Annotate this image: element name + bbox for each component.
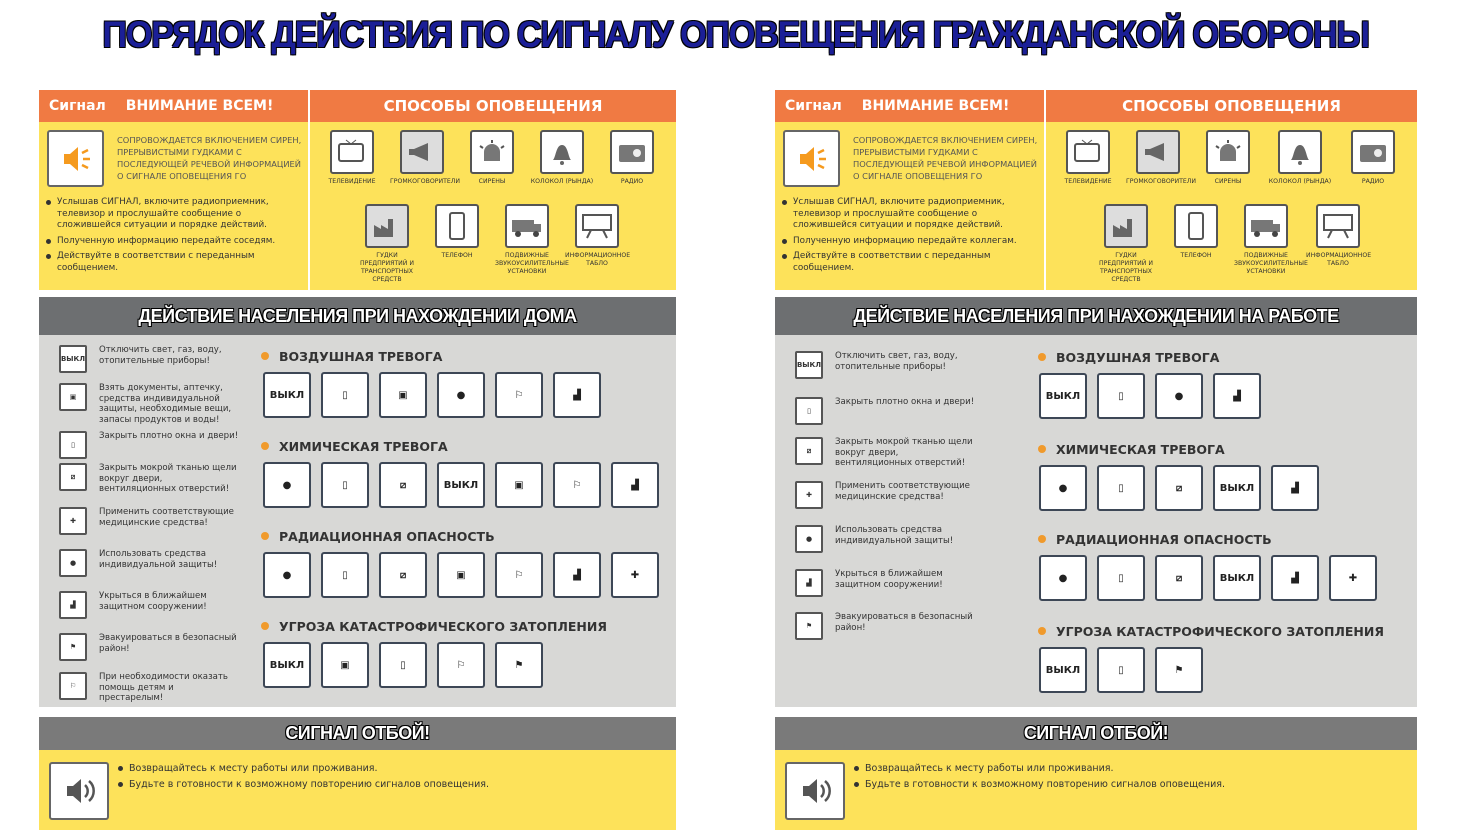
switch-off-icon: ВЫКЛ [1039, 373, 1087, 419]
signal-instructions: Услышав СИГНАЛ, включите радиоприемник, телевизор и прослушайте сообщение о сложившейся ситуации и порядке действий. Полученную информацию передайте соседям. Действуйте в соответствии с переданным сообщением. [45, 197, 305, 279]
list-item: ⚐ При необходимости оказать помощь детям и престарелым! [59, 672, 239, 704]
speaker-icon [785, 762, 845, 820]
signal-name: ВНИМАНИЕ ВСЕМ! [125, 98, 274, 114]
list-item: ✚ Применить соответствующие медицинские средства! [795, 481, 975, 513]
section-radiation: РАДИАЦИОННАЯ ОПАСНОСТЬ [1038, 532, 1272, 547]
help-elderly-icon: ⚐ [495, 552, 543, 598]
documents-kit-icon: ▣ [59, 383, 87, 411]
help-elderly-icon: ⚐ [553, 462, 601, 508]
alert-methods-title: СПОСОБЫ ОПОВЕЩЕНИЯ [1046, 90, 1417, 122]
bell-icon [540, 130, 584, 174]
close-door-icon: ▯ [795, 397, 823, 425]
method-info-board: ИНФОРМАЦИОННОЕ ТАБЛО [1306, 204, 1370, 268]
documents-kit-icon: ▣ [321, 642, 369, 688]
method-info-board: ИНФОРМАЦИОННОЕ ТАБЛО [565, 204, 629, 268]
method-siren: СИРЕНЫ [1196, 130, 1260, 186]
seal-gaps-icon: ⧄ [795, 437, 823, 465]
work-actions-box [775, 297, 1417, 707]
home-panel [39, 90, 676, 830]
method-tv: ТЕЛЕВИДЕНИЕ [1056, 130, 1120, 186]
section-flood: УГРОЗА КАТАСТРОФИЧЕСКОГО ЗАТОПЛЕНИЯ [261, 619, 607, 634]
help-elderly-icon: ⚐ [495, 372, 543, 418]
switch-off-icon: ВЫКЛ [1039, 647, 1087, 693]
info-board-icon [1316, 204, 1360, 248]
method-loudspeaker: ГРОМКОГОВОРИТЕЛИ [390, 130, 454, 186]
signal-box [775, 90, 1044, 290]
signal-box [39, 90, 308, 290]
medicine-icon: ✚ [1329, 555, 1377, 601]
shelter-icon: ▟ [553, 552, 601, 598]
list-item: ▯ Закрыть плотно окна и двери! [795, 397, 975, 429]
siren-icon [1206, 130, 1250, 174]
home-actions-title: ДЕЙСТВИЕ НАСЕЛЕНИЯ ПРИ НАХОЖДЕНИИ ДОМА [39, 297, 676, 335]
seal-gaps-icon: ⧄ [1155, 555, 1203, 601]
switch-off-icon: ВЫКЛ [795, 351, 823, 379]
method-mobile-units: ПОДВИЖНЫЕ ЗВУКОУСИЛИТЕЛЬНЫЕ УСТАНОВКИ [1234, 204, 1298, 276]
section-radiation: РАДИАЦИОННАЯ ОПАСНОСТЬ [261, 529, 495, 544]
evacuate-icon: ⚑ [495, 642, 543, 688]
gas-mask-icon: ● [59, 549, 87, 577]
method-phone: ТЕЛЕФОН [1164, 204, 1228, 260]
signal-name: ВНИМАНИЕ ВСЕМ! [861, 98, 1010, 114]
switch-off-icon: ВЫКЛ [437, 462, 485, 508]
seal-gaps-icon: ⧄ [379, 462, 427, 508]
gas-mask-icon: ● [263, 462, 311, 508]
switch-off-icon: ВЫКЛ [263, 642, 311, 688]
medicine-icon: ✚ [611, 552, 659, 598]
list-item: ● Использовать средства индивидуальной защиты! [795, 525, 975, 557]
bell-icon [1278, 130, 1322, 174]
evacuate-icon: ⚑ [59, 633, 87, 661]
close-door-icon: ▯ [321, 462, 369, 508]
siren-speaker-icon [47, 130, 104, 187]
method-tv: ТЕЛЕВИДЕНИЕ [320, 130, 384, 186]
close-door-icon: ▯ [1097, 373, 1145, 419]
list-item: ⚑ Эвакуироваться в безопасный район! [59, 633, 239, 665]
shelter-icon: ▟ [1271, 465, 1319, 511]
method-loudspeaker: ГРОМКОГОВОРИТЕЛИ [1126, 130, 1190, 186]
loudspeaker-icon [400, 130, 444, 174]
method-radio: РАДИО [1341, 130, 1405, 186]
shelter-icon: ▟ [1271, 555, 1319, 601]
phone-icon [435, 204, 479, 248]
method-factory-horns: ГУДКИ ПРЕДПРИЯТИЙ И ТРАНСПОРТНЫХ СРЕДСТВ [1094, 204, 1158, 284]
close-door-icon: ▯ [1097, 555, 1145, 601]
all-clear-instructions: Возвращайтесь к месту работы или проживания. Будьте в готовности к возможному повторению сигналов оповещения. [853, 763, 1393, 794]
list-item: ▟ Укрыться в ближайшем защитном сооружении! [59, 591, 239, 623]
list-item: ⧄ Закрыть мокрой тканью щели вокруг двери, вентиляционных отверстий! [795, 437, 975, 469]
list-item: ВЫКЛ Отключить свет, газ, воду, отопительные приборы! [59, 345, 239, 377]
all-clear-title: СИГНАЛ ОТБОЙ! [39, 717, 676, 750]
info-board-icon [575, 204, 619, 248]
method-radio: РАДИО [600, 130, 664, 186]
close-door-icon: ▯ [1097, 465, 1145, 511]
list-item: ⧄ Закрыть мокрой тканью щели вокруг двери, вентиляционных отверстий! [59, 463, 239, 495]
shelter-icon: ▟ [553, 372, 601, 418]
switch-off-icon: ВЫКЛ [1213, 465, 1261, 511]
list-item: ⚑ Эвакуироваться в безопасный район! [795, 612, 975, 644]
list-item: ● Использовать средства индивидуальной защиты! [59, 549, 239, 581]
home-actions-box [39, 297, 676, 707]
evacuate-icon: ⚑ [795, 612, 823, 640]
phone-icon [1174, 204, 1218, 248]
documents-kit-icon: ▣ [437, 552, 485, 598]
shelter-icon: ▟ [611, 462, 659, 508]
radiation-icons [1039, 555, 1377, 601]
flood-icons [1039, 647, 1203, 693]
seal-gaps-icon: ⧄ [1155, 465, 1203, 511]
list-item: ВЫКЛ Отключить свет, газ, воду, отопительные приборы! [795, 351, 975, 383]
siren-speaker-icon [783, 130, 840, 187]
gas-mask-icon: ● [437, 372, 485, 418]
list-item: ▟ Укрыться в ближайшем защитном сооружении! [795, 569, 975, 601]
work-actions-title: ДЕЙСТВИЕ НАСЕЛЕНИЯ ПРИ НАХОЖДЕНИИ НА РАБОТЕ [775, 297, 1417, 335]
alert-methods-box [1046, 90, 1417, 290]
flood-icons [263, 642, 543, 688]
switch-off-icon: ВЫКЛ [263, 372, 311, 418]
gas-mask-icon: ● [795, 525, 823, 553]
all-clear-box [775, 717, 1417, 830]
list-item: ▣ Взять документы, аптечку, средства индивидуальной защиты, необходимые вещи, запасы продуктов и воды! [59, 383, 239, 415]
list-item: ▯ Закрыть плотно окна и двери! [59, 431, 239, 463]
page-title: ПОРЯДОК ДЕЙСТВИЯ ПО СИГНАЛУ ОПОВЕЩЕНИЯ ГРАЖДАНСКОЙ ОБОРОНЫ [102, 14, 1369, 55]
work-panel [775, 90, 1417, 830]
air-raid-icons [263, 372, 601, 418]
method-factory-horns: ГУДКИ ПРЕДПРИЯТИЙ И ТРАНСПОРТНЫХ СРЕДСТВ [355, 204, 419, 284]
signal-word: Сигнал [785, 98, 842, 114]
tv-icon [1066, 130, 1110, 174]
all-clear-box [39, 717, 676, 830]
switch-off-icon: ВЫКЛ [1213, 555, 1261, 601]
section-chemical: ХИМИЧЕСКАЯ ТРЕВОГА [261, 439, 448, 454]
close-door-icon: ▯ [59, 431, 87, 459]
method-mobile-units: ПОДВИЖНЫЕ ЗВУКОУСИЛИТЕЛЬНЫЕ УСТАНОВКИ [495, 204, 559, 276]
method-bell: КОЛОКОЛ (РЫНДА) [530, 130, 594, 186]
air-raid-icons [1039, 373, 1261, 419]
all-clear-instructions: Возвращайтесь к месту работы или проживания. Будьте в готовности к возможному повторению сигналов оповещения. [117, 763, 657, 794]
method-bell: КОЛОКОЛ (РЫНДА) [1268, 130, 1332, 186]
list-item: ✚ Применить соответствующие медицинские средства! [59, 507, 239, 539]
signal-word: Сигнал [49, 98, 106, 114]
close-door-icon: ▯ [379, 642, 427, 688]
chemical-icons [263, 462, 659, 508]
help-elderly-icon: ⚐ [437, 642, 485, 688]
close-door-icon: ▯ [321, 372, 369, 418]
seal-gaps-icon: ⧄ [59, 463, 87, 491]
method-siren: СИРЕНЫ [460, 130, 524, 186]
help-elderly-icon: ⚐ [59, 672, 87, 700]
loudspeaker-icon [1136, 130, 1180, 174]
signal-description: СОПРОВОЖДАЕТСЯ ВКЛЮЧЕНИЕМ СИРЕН, ПРЕРЫВИСТЫМИ ГУДКАМИ С ПОСЛЕДУЮЩЕЙ РЕЧЕВОЙ ИНФОРМАЦИЕЙ О СИГНАЛЕ ОПОВЕЩЕНИЯ ГО [853, 135, 1038, 181]
tv-icon [330, 130, 374, 174]
shelter-icon: ▟ [59, 591, 87, 619]
factory-icon [365, 204, 409, 248]
documents-kit-icon: ▣ [495, 462, 543, 508]
alert-methods-box [310, 90, 676, 290]
shelter-icon: ▟ [795, 569, 823, 597]
close-door-icon: ▯ [1097, 647, 1145, 693]
seal-gaps-icon: ⧄ [379, 552, 427, 598]
truck-icon [1244, 204, 1288, 248]
radiation-icons [263, 552, 659, 598]
gas-mask-icon: ● [1155, 373, 1203, 419]
gas-mask-icon: ● [263, 552, 311, 598]
shelter-icon: ▟ [1213, 373, 1261, 419]
siren-icon [470, 130, 514, 174]
section-flood: УГРОЗА КАТАСТРОФИЧЕСКОГО ЗАТОПЛЕНИЯ [1038, 624, 1384, 639]
speaker-icon [49, 762, 109, 820]
truck-icon [505, 204, 549, 248]
evacuate-icon: ⚑ [1155, 647, 1203, 693]
gas-mask-icon: ● [1039, 465, 1087, 511]
radio-icon [1351, 130, 1395, 174]
method-phone: ТЕЛЕФОН [425, 204, 489, 260]
close-door-icon: ▯ [321, 552, 369, 598]
factory-icon [1104, 204, 1148, 248]
chemical-icons [1039, 465, 1319, 511]
radio-icon [610, 130, 654, 174]
switch-off-icon: ВЫКЛ [59, 345, 87, 373]
documents-kit-icon: ▣ [379, 372, 427, 418]
medicine-icon: ✚ [59, 507, 87, 535]
section-air-raid: ВОЗДУШНАЯ ТРЕВОГА [1038, 350, 1219, 365]
signal-instructions: Услышав СИГНАЛ, включите радиоприемник, телевизор и прослушайте сообщение о сложившейся ситуации и порядке действий. Полученную информацию передайте коллегам. Действуйте в соответствии с переданным сообщением. [781, 197, 1041, 279]
signal-description: СОПРОВОЖДАЕТСЯ ВКЛЮЧЕНИЕМ СИРЕН, ПРЕРЫВИСТЫМИ ГУДКАМИ С ПОСЛЕДУЮЩЕЙ РЕЧЕВОЙ ИНФОРМАЦИЕЙ О СИГНАЛЕ ОПОВЕЩЕНИЯ ГО [117, 135, 302, 181]
alert-methods-title: СПОСОБЫ ОПОВЕЩЕНИЯ [310, 90, 676, 122]
medicine-icon: ✚ [795, 481, 823, 509]
section-chemical: ХИМИЧЕСКАЯ ТРЕВОГА [1038, 442, 1225, 457]
section-air-raid: ВОЗДУШНАЯ ТРЕВОГА [261, 349, 442, 364]
gas-mask-icon: ● [1039, 555, 1087, 601]
all-clear-title: СИГНАЛ ОТБОЙ! [775, 717, 1417, 750]
